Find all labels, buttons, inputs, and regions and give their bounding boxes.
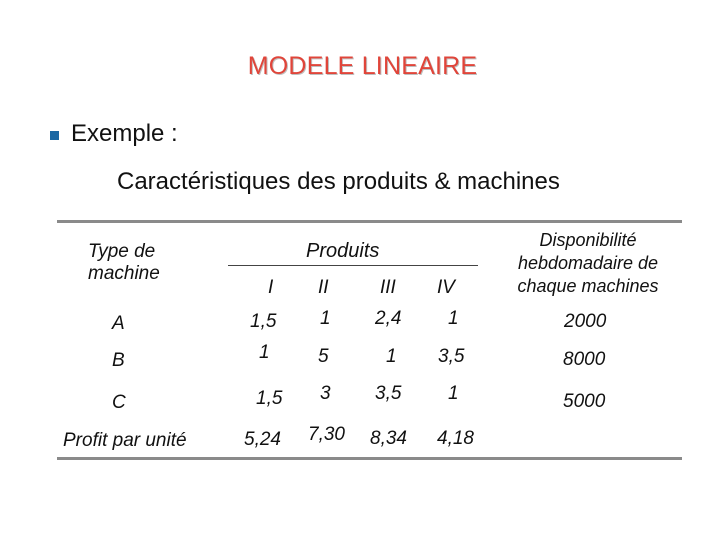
availability-value: 5000 (563, 391, 606, 412)
slide-title: MODELE LINEAIRE (247, 52, 478, 80)
header-produits: Produits (306, 240, 380, 262)
table-cell: 1 (320, 308, 331, 329)
header-product-3: III (380, 277, 396, 298)
header-availability: Disponibilité hebdomadaire de chaque machines (517, 230, 659, 296)
table-bottom-rule (57, 457, 682, 460)
machine-label: B (112, 350, 125, 371)
table-cell: 3,5 (438, 346, 465, 367)
table-cell: 1 (448, 308, 459, 329)
table-cell: 1 (259, 342, 270, 363)
table-cell: 3,5 (375, 383, 402, 404)
machine-label: A (112, 313, 125, 334)
produits-underline (228, 265, 478, 266)
profit-label: Profit par unité (63, 430, 187, 451)
header-product-2: II (318, 277, 329, 298)
machine-label: C (112, 392, 126, 413)
profit-value: 4,18 (437, 428, 474, 449)
availability-value: 2000 (564, 311, 607, 332)
table-cell: 1,5 (250, 311, 277, 332)
table-cell: 1,5 (256, 388, 283, 409)
table-cell: 5 (318, 346, 329, 367)
table-caption: Caractéristiques des produits & machines (117, 168, 560, 195)
header-product-1: I (268, 277, 274, 298)
profit-value: 8,34 (370, 428, 407, 449)
header-machine-type: Type de machine (88, 241, 160, 284)
profit-value: 7,30 (308, 424, 345, 445)
bullet-item (50, 120, 178, 148)
header-product-4: IV (437, 277, 455, 298)
profit-value: 5,24 (244, 429, 281, 450)
table-cell: 1 (448, 383, 459, 404)
bullet-text: Exemple : (71, 120, 178, 147)
table-top-rule (57, 220, 682, 223)
availability-value: 8000 (563, 349, 606, 370)
table-cell: 1 (386, 346, 397, 367)
table-cell: 3 (320, 383, 331, 404)
bullet-square-icon (50, 131, 59, 140)
table-cell: 2,4 (375, 308, 402, 329)
